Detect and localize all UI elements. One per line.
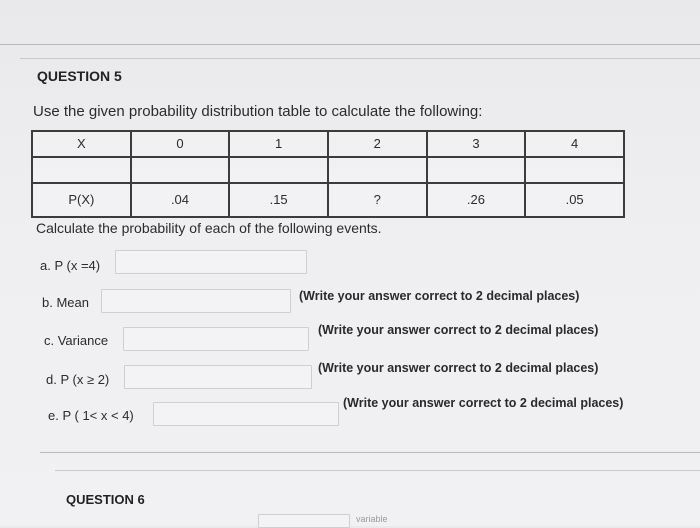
table-cell-empty: [328, 157, 427, 183]
table-cell-p-label: P(X): [32, 183, 131, 217]
table-cell-x-1: 1: [229, 131, 328, 157]
answer-e-input[interactable]: [153, 402, 339, 426]
table-cell-x-3: 3: [427, 131, 526, 157]
question-6-title: QUESTION 6: [66, 492, 145, 507]
table-cell-p-2: ?: [328, 183, 427, 217]
question-6-fragment: variable: [356, 514, 388, 524]
item-e-label: e. P ( 1< x < 4): [48, 408, 134, 423]
answer-variance-input[interactable]: [123, 327, 309, 351]
table-cell-x-0: 0: [131, 131, 230, 157]
table-cell-p-3: .26: [427, 183, 526, 217]
table-cell-x-4: 4: [525, 131, 624, 157]
table-cell-empty: [32, 157, 131, 183]
table-cell-p-0: .04: [131, 183, 230, 217]
answer-mean-input[interactable]: [101, 289, 291, 313]
table-cell-empty: [525, 157, 624, 183]
answer-d-input[interactable]: [124, 365, 312, 389]
table-row-spacer: [32, 157, 624, 183]
calc-prompt: Calculate the probability of each of the following events.: [36, 220, 382, 236]
bottom-divider: [40, 452, 700, 453]
table-cell-empty: [131, 157, 230, 183]
top-divider-2: [20, 58, 700, 59]
question-5-title: QUESTION 5: [37, 68, 122, 84]
item-b-label: b. Mean: [42, 295, 89, 310]
table-cell-p-4: .05: [525, 183, 624, 217]
decimal-note-e: (Write your answer correct to 2 decimal places): [343, 396, 624, 410]
table-row-x: [32, 131, 624, 157]
item-a-label: a. P (x =4): [40, 258, 101, 273]
table-cell-x-label: X: [32, 131, 131, 157]
table-row-px: [32, 183, 624, 217]
probability-distribution-table: [31, 130, 625, 218]
table-cell-p-1: .15: [229, 183, 328, 217]
bottom-divider-2: [55, 470, 700, 471]
answer-a-input[interactable]: [115, 250, 307, 274]
decimal-note-d: (Write your answer correct to 2 decimal places): [318, 361, 599, 375]
item-d-label: d. P (x ≥ 2): [46, 372, 110, 387]
question-intro: Use the given probability distribution table to calculate the following:: [33, 103, 483, 120]
table-cell-empty: [229, 157, 328, 183]
table-cell-empty: [427, 157, 526, 183]
table-cell-x-2: 2: [328, 131, 427, 157]
decimal-note-c: (Write your answer correct to 2 decimal places): [318, 323, 599, 337]
decimal-note-b: (Write your answer correct to 2 decimal places): [299, 289, 580, 303]
top-divider: [0, 44, 700, 45]
item-c-label: c. Variance: [44, 333, 109, 348]
